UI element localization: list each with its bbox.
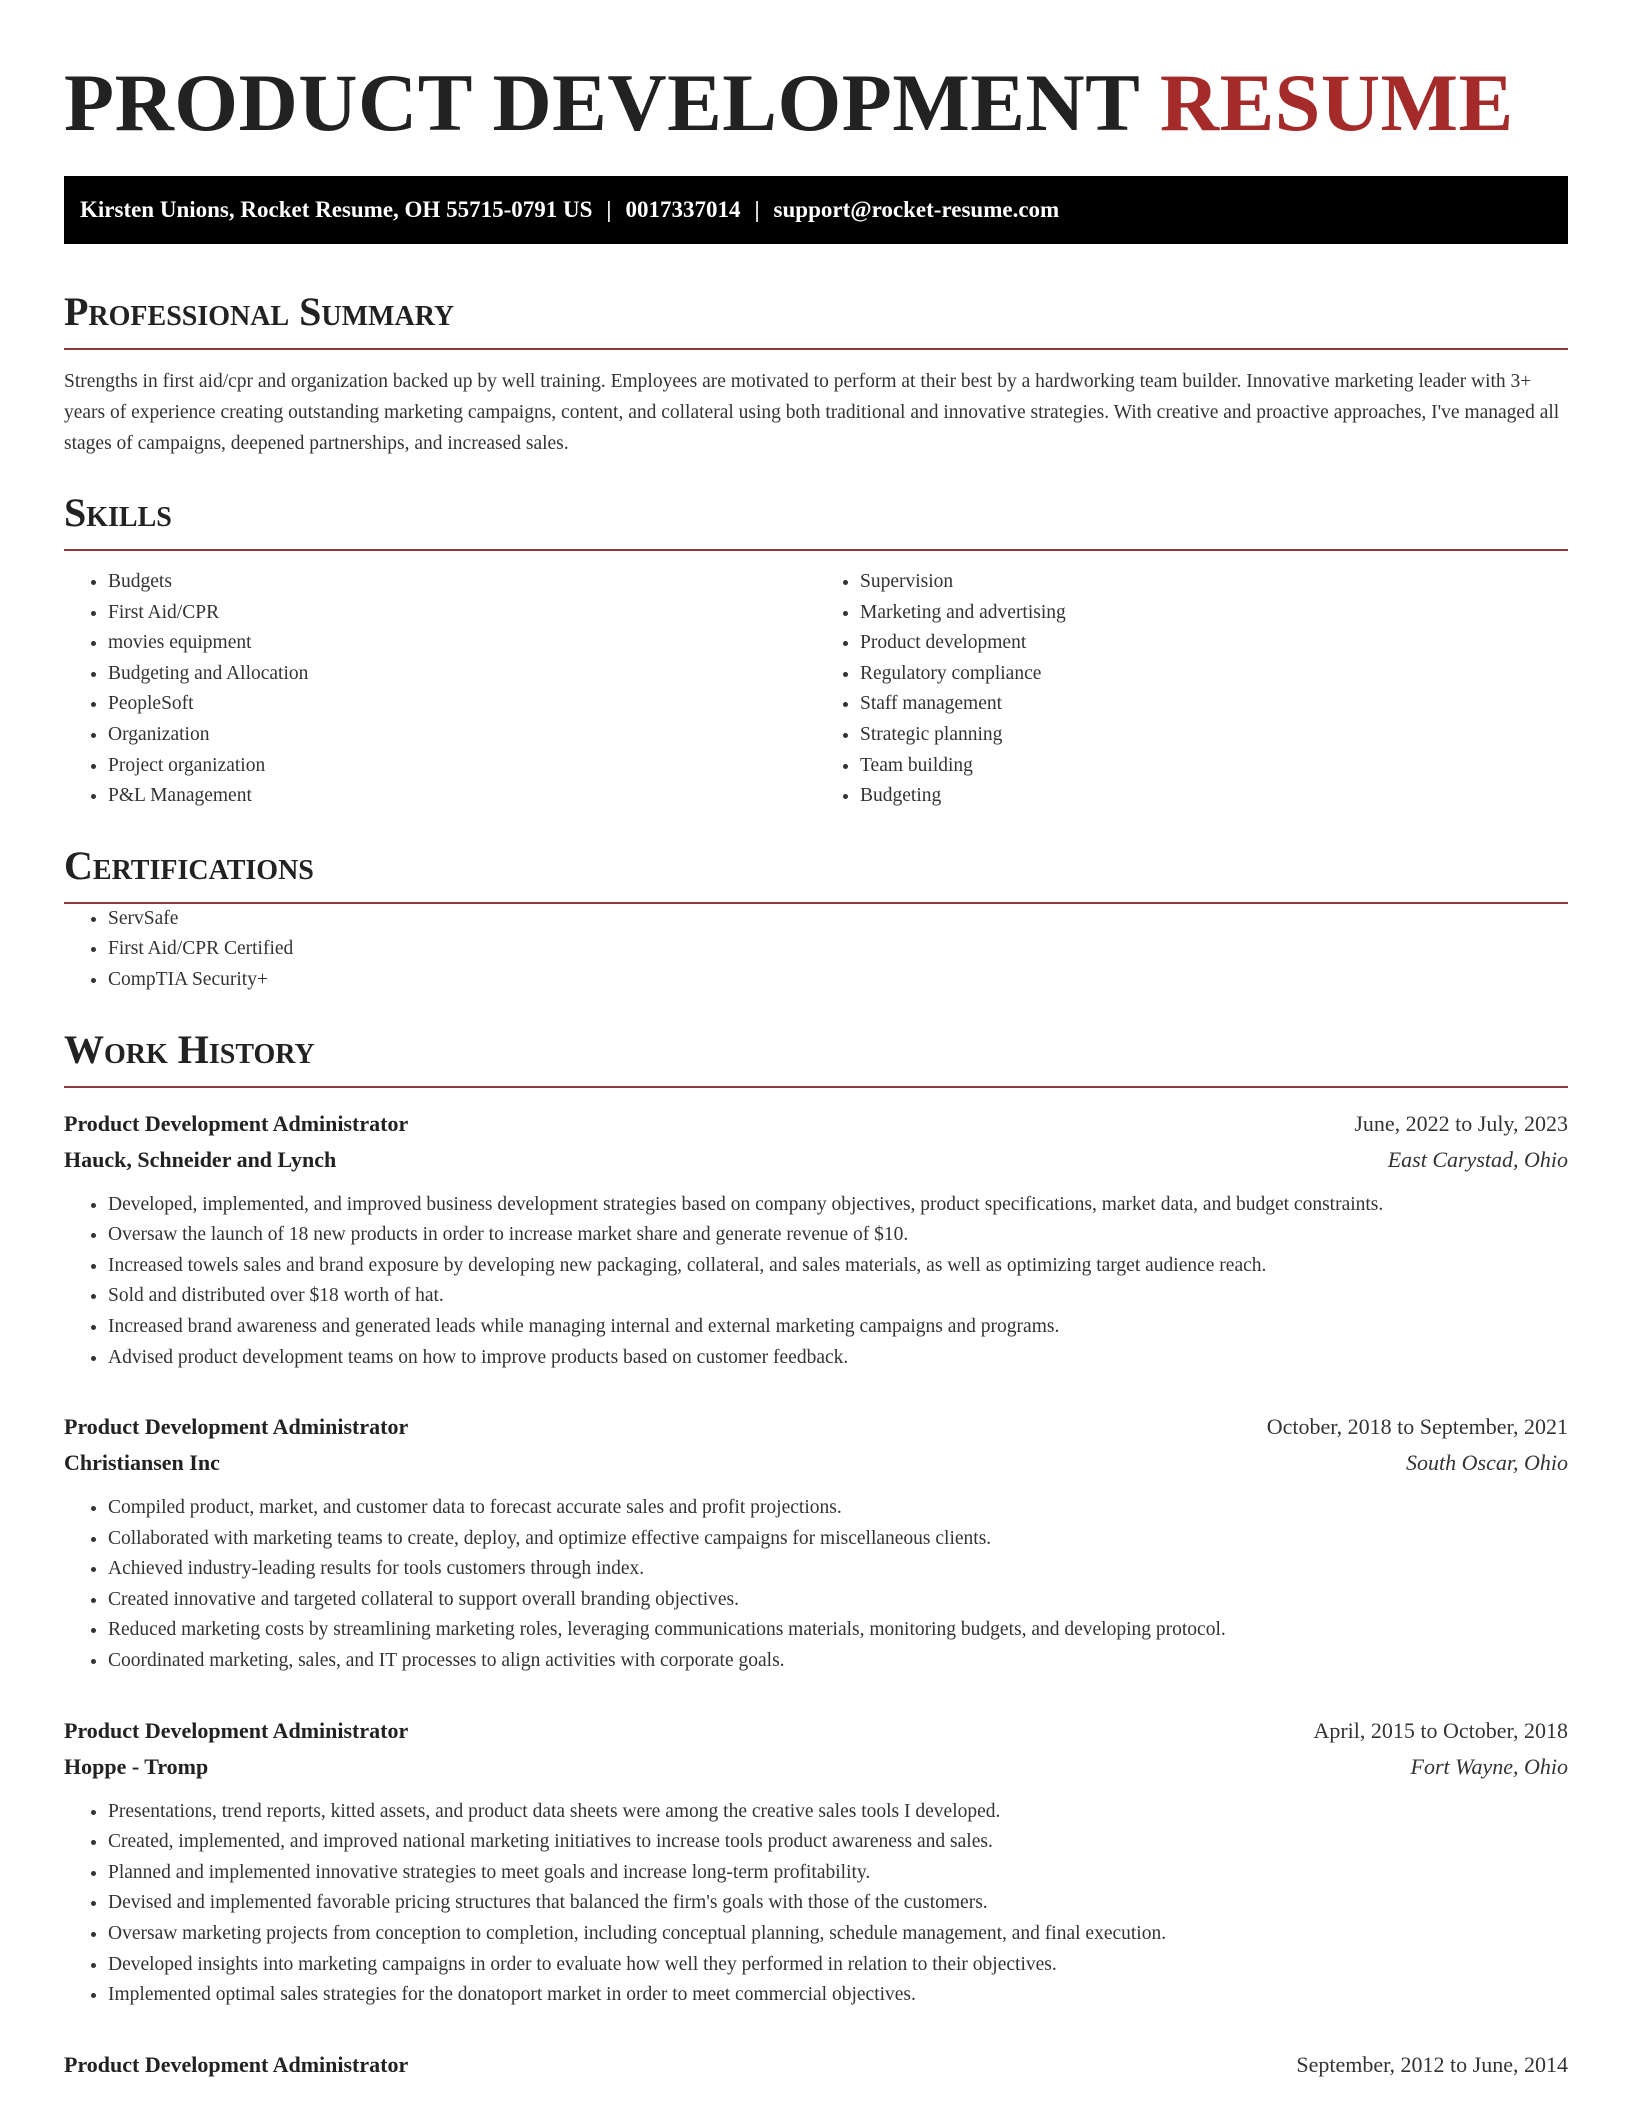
contact-email: support@rocket-resume.com: [773, 197, 1060, 222]
section-divider: [64, 549, 1568, 551]
skill-item: • movies equipment: [108, 628, 816, 659]
skill-item: • Product development: [860, 628, 1568, 659]
summary-text: Strengths in first aid/cpr and organization backed up by well training. Employees are motivated to perform at their best by a hardworking team builder. Innovative marketing leader with 3+ years of experience creating outstanding marketing campaigns, content, and collateral using both traditional and innovative strategies. With creative and proactive approaches, I've managed all stages of campaigns, deepened partnerships, and increased sales.: [64, 371, 1560, 454]
job-title: Product Development Administrator: [64, 1110, 409, 1136]
skill-item: • Budgets: [108, 567, 816, 598]
job-duty: • Compiled product, market, and customer data to forecast accurate sales and profit projections.: [108, 1493, 1568, 1524]
section-heading-skills: Skills: [64, 490, 172, 535]
skill-item: • Regulatory compliance: [860, 659, 1568, 690]
contact-phone: 0017337014: [625, 197, 741, 222]
job-duty: • Increased brand awareness and generated leads while managing internal and external marketing campaigns and programs.: [108, 1312, 1568, 1343]
skills-section: [64, 489, 1568, 812]
job-duty: • Developed, implemented, and improved business development strategies based on company objectives, product specifications, market data, and budget constraints.: [108, 1190, 1568, 1221]
section-heading-work-history: Work History: [64, 1026, 315, 1072]
job-dates: September, 2012 to June, 2014: [1296, 2051, 1568, 2077]
job-duty: • Reduced marketing costs by streamlining marketing roles, leveraging communications materials, monitoring budgets, and developing protocol.: [108, 1615, 1568, 1646]
section-divider: [64, 1086, 1568, 1088]
job-title: Product Development Administrator: [64, 2051, 409, 2077]
certification-item: • ServSafe: [108, 904, 1568, 935]
job-entry: [64, 1713, 1568, 2011]
job-duty: • Developed insights into marketing campaigns in order to evaluate how well they performed in relation to their objectives.: [108, 1950, 1568, 1981]
skill-item: • Project organization: [108, 751, 816, 782]
job-duty: • Sold and distributed over $18 worth of hat.: [108, 1281, 1568, 1312]
skills-list-right: [816, 567, 1568, 812]
skill-item: • Supervision: [860, 567, 1568, 598]
skill-item: • Marketing and advertising: [860, 598, 1568, 629]
certifications-section: [64, 842, 1568, 996]
skill-item: • Organization: [108, 720, 816, 751]
job-dates: October, 2018 to September, 2021: [1266, 1414, 1568, 1440]
job-location: Fort Wayne, Ohio: [1410, 1753, 1568, 1779]
job-duty: • Oversaw marketing projects from conception to completion, including conceptual planning, schedule management, and final execution.: [108, 1919, 1568, 1950]
job-duty: • Created innovative and targeted collateral to support overall branding objectives.: [108, 1585, 1568, 1616]
contact-separator: |: [606, 197, 612, 222]
skill-item: • First Aid/CPR: [108, 598, 816, 629]
job-duties: [64, 1493, 1568, 1677]
certification-item: • First Aid/CPR Certified: [108, 934, 1568, 965]
title-accent: RESUME: [1159, 57, 1514, 148]
job-dates: June, 2022 to July, 2023: [1354, 1110, 1568, 1136]
job-duty: • Coordinated marketing, sales, and IT processes to align activities with corporate goals.: [108, 1646, 1568, 1677]
job-location: South Oscar, Ohio: [1406, 1450, 1568, 1476]
resume-title: [64, 0, 1568, 150]
job-duty: • Implemented optimal sales strategies for the donatoport market in order to meet commercial objectives.: [108, 1980, 1568, 2011]
job-duty: • Achieved industry-leading results for tools customers through index.: [108, 1554, 1568, 1585]
certification-item: • CompTIA Security+: [108, 965, 1568, 996]
job-duty: • Advised product development teams on how to improve products based on customer feedback.: [108, 1343, 1568, 1374]
job-duty: • Devised and implemented favorable pricing structures that balanced the firm's goals with those of the customers.: [108, 1888, 1568, 1919]
job-title: Product Development Administrator: [64, 1717, 409, 1743]
job-duty: • Increased towels sales and brand exposure by developing new packaging, collateral, and sales materials, as well as optimizing target audience reach.: [108, 1251, 1568, 1282]
work-history-section: [64, 1026, 1568, 2083]
skill-item: • P&L Management: [108, 781, 816, 812]
skill-item: • Staff management: [860, 689, 1568, 720]
summary-section: [64, 288, 1568, 459]
skill-item: • Budgeting: [860, 781, 1568, 812]
job-duty: • Presentations, trend reports, kitted assets, and product data sheets were among the creative sales tools I developed.: [108, 1797, 1568, 1828]
skill-item: • Strategic planning: [860, 720, 1568, 751]
job-company: Christiansen Inc: [64, 1450, 220, 1476]
job-location: East Carystad, Ohio: [1387, 1146, 1568, 1172]
job-dates: April, 2015 to October, 2018: [1313, 1717, 1568, 1743]
job-duty: • Created, implemented, and improved national marketing initiatives to increase tools product awareness and sales.: [108, 1827, 1568, 1858]
job-company: Hauck, Schneider and Lynch: [64, 1146, 337, 1172]
job-company: Hoppe - Tromp: [64, 1753, 209, 1779]
job-duty: • Planned and implemented innovative strategies to meet goals and increase long-term profitability.: [108, 1858, 1568, 1889]
job-duty: • Collaborated with marketing teams to create, deploy, and optimize effective campaigns for miscellaneous clients.: [108, 1524, 1568, 1555]
skills-list-left: [64, 567, 816, 812]
job-entry: [64, 1409, 1568, 1677]
job-title: Product Development Administrator: [64, 1414, 409, 1440]
title-main: PRODUCT DEVELOPMENT: [64, 57, 1139, 148]
contact-separator: |: [754, 197, 760, 222]
contact-address: Kirsten Unions, Rocket Resume, OH 55715-0791 US: [80, 197, 593, 222]
skill-item: • Budgeting and Allocation: [108, 659, 816, 690]
job-duties: [64, 1190, 1568, 1374]
skill-item: • Team building: [860, 751, 1568, 782]
certifications-list: [64, 904, 1568, 996]
section-heading-summary: Professional Summary: [64, 289, 455, 334]
skills-grid: [64, 567, 1568, 812]
skill-item: • PeopleSoft: [108, 689, 816, 720]
job-entry: [64, 1106, 1568, 1374]
section-divider: [64, 348, 1568, 350]
job-duty: • Oversaw the launch of 18 new products in order to increase market share and generate revenue of $10.: [108, 1220, 1568, 1251]
job-entry: [64, 2047, 1568, 2083]
section-heading-certifications: Certifications: [64, 842, 314, 888]
contact-bar: [64, 176, 1568, 244]
job-duties: [64, 1797, 1568, 2011]
